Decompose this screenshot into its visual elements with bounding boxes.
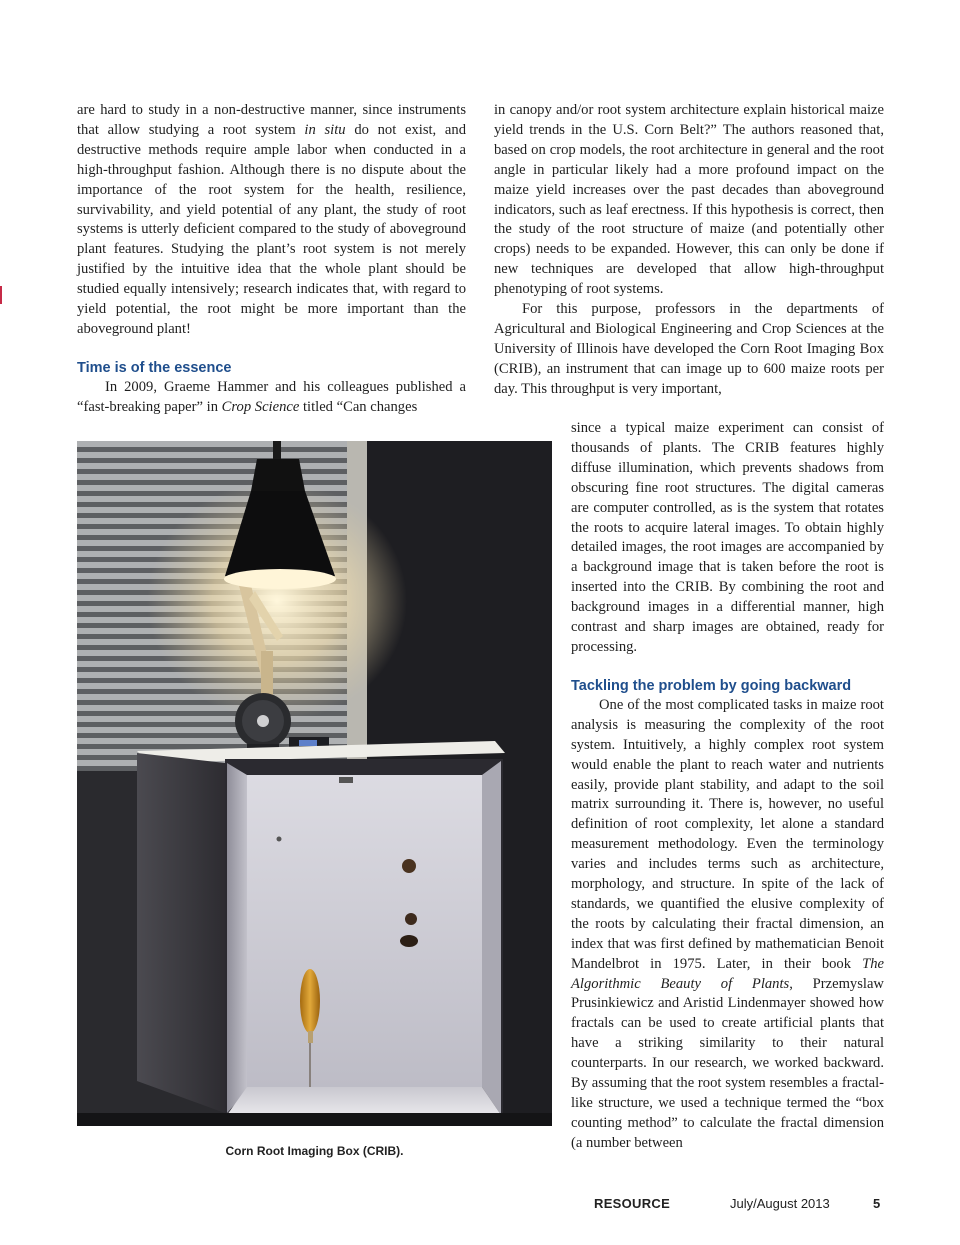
italic-in-situ: in situ [304, 121, 346, 138]
section-heading-time: Time is of the essence [77, 359, 232, 376]
left-paragraph-2: In 2009, Graeme Hammer and his colleagues published a “fast-breaking paper” in Crop Science titled “Can changes [77, 378, 466, 415]
crib-photo-illustration [77, 441, 552, 1126]
left-paragraph-1: are hard to study in a non-destructive manner, since instruments that allow studying a root system in situ do not exist, and destructive methods require ample labor when conducted in a high-throughput fashion. Although there is no dispute about the importance of the root system for the health, resilience, survivability, and yield potential of any plant, the study of root systems is utterly deficient compared to the study of aboveground plant features. Studying the plant’s root system is not merely justified by the intuitive idea that the whole plant should be studied equally intensively; research indicates that, with regard to yield potential, the root might be more important than the aboveground plant! [77, 102, 466, 337]
footer-publication: RESOURCE [594, 1196, 671, 1211]
right-paragraph-3: One of the most complicated tasks in maize root analysis is measuring the complexity of the root system. Intuitively, a highly complex root system would enable the plant to reach water and nutrients easily, provide plant stability, and adapt to the soil matrix surrounding it. There is, however, no useful definition of root complexity, let alone a standard measurement methodology. Even the terminology varies and includes terms such as architecture, morphology, and structure. In spite of the lack of standards, we quantified the elusive complexity of the roots by calculating their fractal dimension, an index that was first defined by mathematician Benoit Mandelbrot in 1975. Later, in their book The Algorithmic Beauty of Plants, Przemyslaw Prusinkiewicz and Aristid Lindenmayer showed how fractals can be used to create artificial plants that have a striking similarity to their natural counterparts. In our research, we worked backward. By assuming that the root system resembles a fractal-like structure, we used a technique termed the “box counting method” to calculate the fractal dimension (a number between [571, 696, 884, 1151]
right-paragraph-2-bottom: since a typical maize experiment can consist of thousands of plants. The CRIB features highly diffuse illumination, which prevents shadows from obscuring fine root structures. The digital cameras are computer controlled, as is the system that rotates the roots to acquire lateral images. To obtain highly detailed images, the root images are accompanied by a background image that is taken before the root is inserted into the CRIB. By combining the root and background images in a differential manner, high contrast and sharp images are obtained, ready for processing. [571, 420, 884, 655]
italic-book-title: The Algorithmic Beauty of Plants [571, 955, 884, 992]
page-edge-mark [0, 286, 2, 304]
footer-page-number: 5 [873, 1196, 881, 1211]
italic-crop-science: Crop Science [221, 398, 300, 415]
page-footer [0, 1196, 960, 1216]
right-paragraph-2-top: For this purpose, professors in the departments of Agricultural and Biological Engineering and Crop Sciences at the University of Illinois have developed the Corn Root Imaging Box (CRIB), an instrument that can image up to 600 maize roots per day. This throughput is very important, [494, 301, 884, 397]
crib-photo [77, 441, 552, 1126]
right-column-bottom [571, 419, 884, 1154]
section-heading-tackling: Tackling the problem by going backward [571, 677, 852, 694]
left-column [77, 101, 466, 418]
right-column-top [494, 101, 884, 400]
footer-date: July/August 2013 [730, 1196, 830, 1211]
figure-caption: Corn Root Imaging Box (CRIB). [225, 1144, 404, 1158]
right-paragraph-1: in canopy and/or root system architecture explain historical maize yield trends in the U.S. Corn Belt?” The authors reasoned that, based on crop models, the root architecture in general and the root angle in particular likely had a more profound impact on the maize yield increases over the past decades than aboveground indicators, such as leaf erectness. If this hypothesis is correct, then the study of the root structure of maize (and potentially other crops) needs to be expanded. However, this can only be done if new techniques are developed that allow high-throughput phenotyping of root systems. [494, 102, 884, 298]
